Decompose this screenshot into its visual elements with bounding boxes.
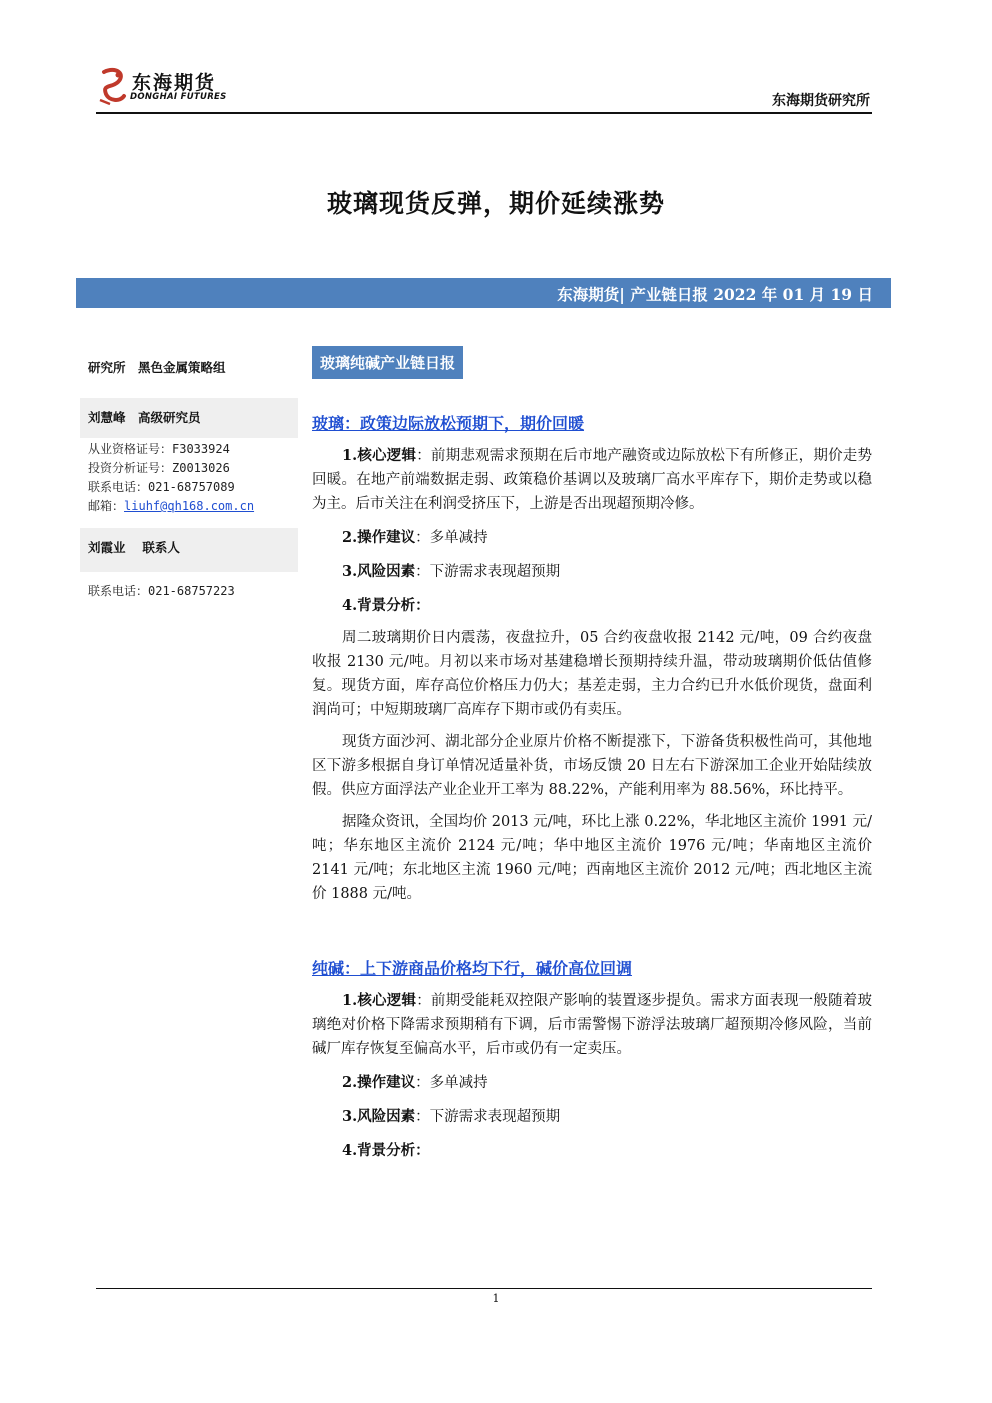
soda-risk	[312, 1105, 872, 1129]
cert-number: 从业资格证号：F3033924	[88, 442, 230, 456]
soda-risk-label: 3.风险因素	[342, 1108, 416, 1125]
soda-op-label: 2.操作建议	[342, 1074, 416, 1091]
report-banner	[76, 278, 891, 308]
glass-para-2: 现货方面沙河、湖北部分企业原片价格不断提涨下，下游备货积极性尚可，其他地区下游多根据自身订单情况适量补货，市场反馈 20 日左右下游深加工企业开始陆续放假。供应方面浮法产业企业开工率为 88.22%，产能利用率为 88.56%，环比持平。	[312, 734, 872, 798]
glass-para-3: 据隆众资讯，全国均价 2013 元/吨，环比上涨 0.22%，华北地区主流价 1991 元/吨；华东地区主流价 2124 元/吨；华中地区主流价 1976 元/吨；华南地区主流价 2141 元/吨；东北地区主流 1960 元/吨；西南地区主流价 2012 元/吨；西北地区主流价 1888 元/吨。	[312, 814, 872, 902]
glass-bg	[312, 594, 872, 618]
email-row	[80, 497, 298, 516]
soda-logic-text: ：前期受能耗双控限产影响的装置逐步提负。需求方面表现一般随着玻璃绝对价格下降需求预期稍有下调，后市需警惕下游浮法玻璃厂超预期冷修风险，当前碱厂库存恢复至偏高水平，后市或仍有一定卖压。	[312, 993, 873, 1057]
invest-cert-number: 投资分析证号：Z0013026	[88, 461, 230, 475]
phone-2: 联系电话：021-68757223	[88, 584, 235, 598]
company-logo	[96, 64, 236, 108]
institute-name: 东海期货研究所	[772, 93, 870, 109]
email-link[interactable]: liuhf@qh168.com.cn	[124, 499, 255, 513]
glass-risk	[312, 560, 872, 584]
soda-bg-label: 4.背景分析	[342, 1142, 416, 1159]
glass-risk-label: 3.风险因素	[342, 563, 416, 580]
dragon-logo-icon	[96, 66, 130, 106]
glass-heading[interactable]: 玻璃：政策边际放松预期下，期价回暖	[312, 414, 585, 433]
author-sidebar	[80, 348, 298, 601]
header-divider	[96, 112, 872, 114]
glass-bg-label: 4.背景分析	[342, 597, 416, 614]
glass-op-label: 2.操作建议	[342, 529, 416, 546]
phone-1: 联系电话：021-68757089	[88, 480, 235, 494]
soda-risk-text: ：下游需求表现超预期	[415, 1109, 561, 1125]
page-number: 1	[492, 1292, 500, 1305]
soda-op-text: ：多单减持	[415, 1075, 488, 1091]
soda-heading[interactable]: 纯碱：上下游商品价格均下行，碱价高位回调	[312, 959, 633, 978]
analyst-name-2: 刘霞业 联系人	[80, 528, 298, 572]
logo-text-en: DONGHAI FUTURES	[130, 92, 227, 102]
report-title: 玻璃现货反弹，期价延续涨势	[326, 189, 665, 218]
analyst-name-1: 刘慧峰 高级研究员	[80, 398, 298, 438]
soda-logic-label: 1.核心逻辑	[342, 992, 417, 1009]
soda-op	[312, 1071, 872, 1095]
glass-bg-colon: ：	[415, 597, 430, 614]
glass-para-1: 周二玻璃期价日内震荡，夜盘拉升，05 合约夜盘收报 2142 元/吨，09 合约夜盘收报 2130 元/吨。月初以来市场对基建稳增长预期持续升温，带动玻璃期价低估值修复。现货方面，库存高位价格压力仍大；基差走弱，主力合约已升水低价现货，盘面利润尚可；中短期玻璃厂高库存下期市或仍有卖压。	[312, 630, 872, 718]
email-label: 邮箱：	[88, 499, 125, 513]
glass-logic	[312, 444, 872, 516]
report-type-tag: 玻璃纯碱产业链日报	[312, 346, 463, 379]
main-content	[312, 346, 872, 1163]
glass-op	[312, 526, 872, 550]
logo-text-cn: 东海期货	[132, 72, 217, 94]
glass-logic-text: ：前期悲观需求预期在后市地产融资或边际放松下有所修正，期价走势回暖。在地产前端数据走弱、政策稳价基调以及玻璃厂高水平库存下，期价走势或以稳为主。后市关注在利润受挤压下，上游是否出现超预期冷修。	[312, 448, 873, 512]
glass-logic-label: 1.核心逻辑	[342, 447, 417, 464]
soda-bg	[312, 1139, 872, 1163]
glass-op-text: ：多单减持	[415, 530, 488, 546]
banner-text: 东海期货| 产业链日报 2022 年 01 月 19 日	[557, 285, 873, 304]
footer-divider	[96, 1288, 872, 1289]
soda-bg-colon: ：	[415, 1142, 430, 1159]
glass-risk-text: ：下游需求表现超预期	[415, 564, 561, 580]
dept-label: 研究所 黑色金属策略组	[88, 360, 226, 375]
soda-logic	[312, 989, 872, 1061]
